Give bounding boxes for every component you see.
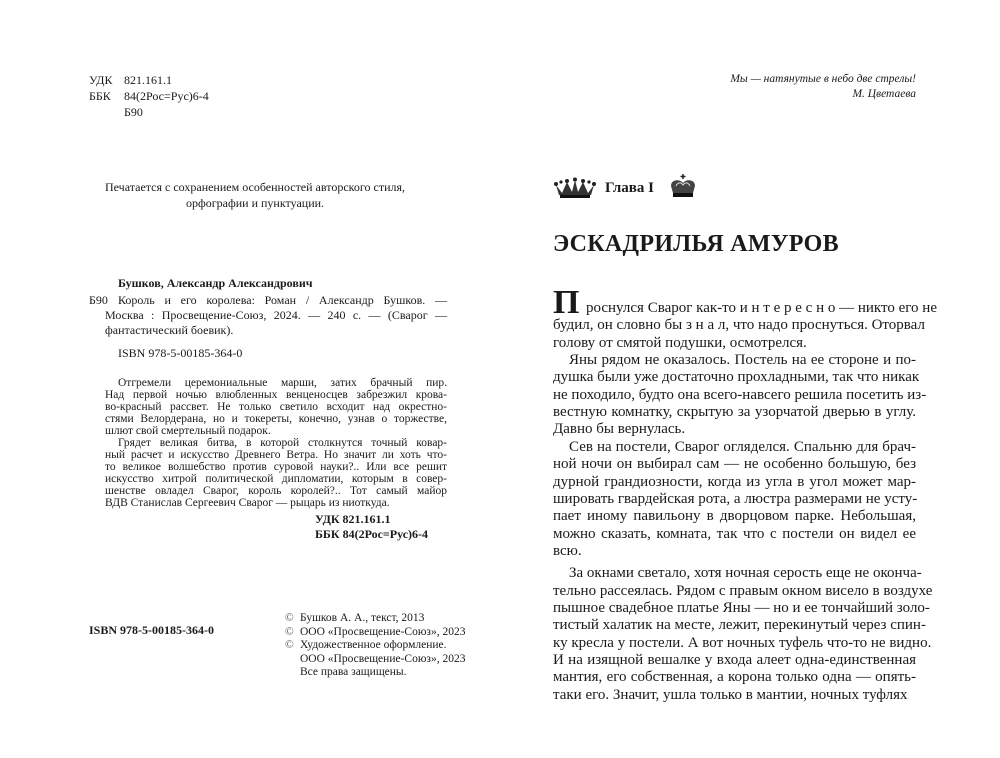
- udk-value: 821.161.1: [124, 73, 172, 87]
- body-line: мантия, его собственная, а корона только одна — опять-: [553, 669, 916, 686]
- annotation-line: ный расчет и искусство Древнего Ветра. Но значит ли хоть что-: [105, 449, 447, 461]
- body-line: не походило, будто она всего-навсего решила посетить из-: [553, 386, 927, 403]
- annotation-line: шлют свой смертельный подарок.: [105, 425, 271, 437]
- notice-line: Печатается с сохранением особенностей авторского стиля,: [104, 180, 406, 194]
- bbk-value: 84(2Рос=Рус)6-4: [124, 89, 209, 103]
- copyright-line: Бушков А. А., текст, 2013: [300, 612, 425, 624]
- copyright-icon: ©: [285, 625, 294, 638]
- bib-line: фантастический боевик).: [105, 323, 234, 337]
- body-line: всю.: [553, 542, 582, 559]
- copyright-icon: ©: [285, 612, 294, 624]
- epigraph-quote: Мы — натянутые в небо две стрелы!: [730, 73, 916, 85]
- bib-isbn: ISBN 978-5-00185-364-0: [118, 346, 243, 360]
- chapter-title: ЭСКАДРИЛЬЯ АМУРОВ: [553, 231, 839, 257]
- bib-code: Б90: [89, 293, 108, 307]
- drop-cap: П: [553, 284, 580, 321]
- body-line: шировать гвардейская рота, а люстра размерами не усту-: [553, 490, 918, 507]
- annotation-line: Отгремели церемониальные марши, затих брачный пир.: [118, 377, 447, 389]
- annotation-line: Грядет великая битва, в которой столкнутся точный ковар-: [118, 437, 447, 449]
- body-line: ку кресла у постели. А вот ночных туфель что-то не видно.: [553, 634, 932, 651]
- crown-left-icon: [552, 177, 598, 199]
- bib-line: Москва : Просвещение-Союз, 2024. — 240 с. — (Сварог —: [105, 308, 447, 322]
- annotation-line: шенстве овладел Сварог, король королей?.. Тот самый майор: [105, 485, 447, 497]
- body-line: таки его. Значит, ушла только в мантии, ночных туфлях: [553, 686, 908, 703]
- annotation-line: Над первой ночью влюбленных венценосцев забрезжил крова-: [105, 389, 447, 401]
- body-line: Яны рядом не оказалось. Постель на ее стороне и по-: [569, 352, 916, 369]
- body-line: можно сказать, комната, так что с постели он видел ее: [553, 525, 916, 542]
- body-line: И на изящной вешалке у входа алеет одна-единственная: [553, 652, 916, 668]
- udk-label: УДК: [89, 73, 113, 87]
- body-line: За окнами светало, хотя ночная серость еще не оконча-: [569, 565, 922, 582]
- isbn-bottom: ISBN 978-5-00185-364-0: [89, 623, 214, 637]
- body-line: вестную комнатку, скрытую за узорчатой дверью в углу.: [553, 404, 916, 421]
- annotation-line: ВДВ Станислав Сергеевич Сварог — рыцарь из ниоткуда.: [105, 497, 390, 509]
- annotation-line: то великое волшебство против суровой науки?.. Или все решит: [105, 461, 447, 473]
- body-line: тельно рассеялась. Рядом с правым окном висело в воздухе: [553, 582, 933, 599]
- body-line: ной ночи он выбирал сам — не особенно большую, без: [553, 456, 916, 473]
- body-line: дурной грандиозности, когда из угла в угол может мар-: [553, 473, 916, 490]
- copyright-line: ООО «Просвещение-Союз», 2023: [300, 625, 466, 638]
- annotation-line: искусство хитрой политической дипломатии, которым в совер-: [105, 473, 447, 485]
- notice-line: орфографии и пунктуации.: [185, 196, 325, 210]
- body-line: тистый халатик на месте, лежит, перекинутый через спин-: [553, 617, 926, 634]
- body-line: пает иному павильону в дворцовом парке. Небольшая,: [553, 508, 916, 525]
- author-code: Б90: [124, 105, 143, 119]
- chapter-label: Глава I: [605, 180, 654, 196]
- copyright-icon: ©: [285, 639, 294, 651]
- copyright-line: ООО «Просвещение-Союз», 2023: [300, 652, 466, 665]
- body-line: Сев на постели, Сварог огляделся. Спальню для брач-: [569, 438, 916, 455]
- annotation-line: стями Велордерана, но и токереты, конечно, узнав о торжестве,: [105, 413, 447, 425]
- copyright-line: Все права защищены.: [300, 666, 407, 678]
- udk-bold: УДК 821.161.1: [315, 512, 391, 526]
- body-line: будил, он словно бы з н а л, что надо проснуться. Оторвал: [553, 317, 925, 334]
- epigraph-author: М. Цветаева: [852, 88, 916, 100]
- body-line: пышное свадебное платье Яны — но и ее тончайший золо-: [553, 599, 930, 616]
- body-line: душка были уже достаточно прохладными, так что никак: [553, 369, 920, 386]
- bbk-bold: ББК 84(2Рос=Рус)6-4: [315, 527, 429, 541]
- bib-line: Король и его королева: Роман / Александр Бушков. —: [118, 293, 447, 307]
- copyright-line: Художественное оформление.: [300, 639, 447, 651]
- body-line: роснулся Сварог как-то и н т е р е с н о — никто его не: [586, 300, 937, 316]
- bib-author: Бушков, Александр Александрович: [118, 276, 313, 290]
- crown-right-icon: [668, 174, 698, 200]
- bbk-label: ББК: [89, 89, 111, 103]
- body-line: Давно бы вернулась.: [553, 421, 686, 438]
- body-line: голову от смятой подушки, осмотрелся.: [553, 334, 807, 351]
- annotation-line: во-красный рассвет. Не только светило всходит над окрестно-: [105, 401, 447, 413]
